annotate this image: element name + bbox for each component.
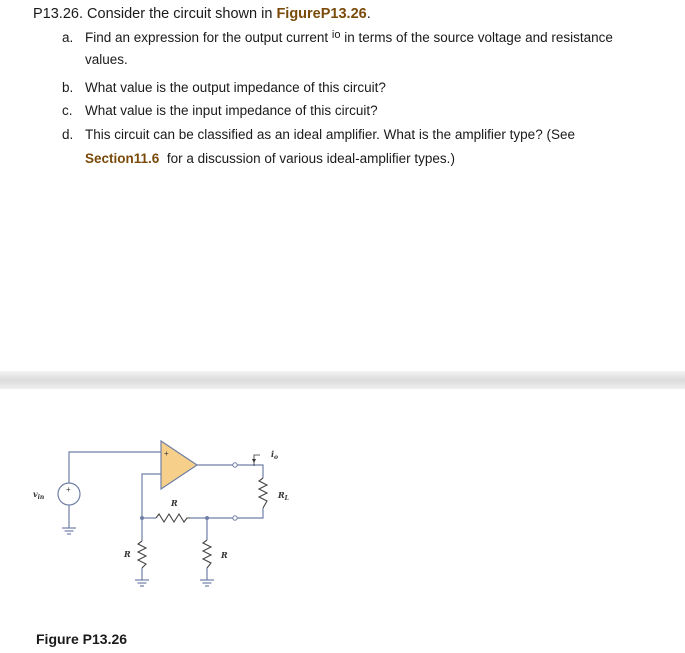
part-d — [62, 127, 575, 142]
r-right-label: R — [221, 550, 228, 560]
resistor-load — [259, 478, 267, 508]
intro-end: . — [366, 6, 371, 22]
io-arrowhead — [252, 459, 256, 463]
part-a-continued: values. — [85, 52, 128, 67]
ground-symbol-source — [62, 528, 76, 534]
problem-intro: Consider the circuit shown in — [87, 6, 273, 22]
node-dot — [140, 516, 144, 520]
part-d-text-after: for a discussion of various ideal-amplifier types.) — [166, 151, 455, 166]
part-a — [62, 30, 613, 45]
section-link[interactable]: Section11.6 — [85, 151, 160, 166]
part-d-text: This circuit can be classified as an ideal amplifier. What is the amplifier type? (See — [85, 127, 575, 142]
problem-number: P13.26. — [33, 6, 83, 22]
part-letter: a. — [62, 30, 74, 45]
figure-caption: Figure P13.26 — [36, 631, 128, 647]
r-left-label: R — [124, 549, 131, 559]
part-letter: b. — [62, 80, 74, 95]
io-label: $i_o$ — [271, 449, 279, 461]
output-terminal — [233, 463, 237, 467]
vin-label: $v_{in}$ — [33, 489, 45, 501]
part-a-text: Find an expression for the output current — [85, 30, 329, 45]
resistor-left — [138, 541, 146, 568]
part-b-text: What value is the output impedance of this circuit? — [85, 80, 386, 95]
part-letter: d. — [62, 127, 74, 142]
source-plus-sign: + — [66, 485, 71, 494]
part-c — [62, 103, 378, 118]
ground-symbol-left — [135, 580, 149, 586]
part-b — [62, 80, 386, 95]
problem-heading — [33, 6, 371, 22]
io-variable: io — [331, 29, 341, 41]
part-d-continued — [85, 151, 455, 166]
part-letter: c. — [62, 103, 73, 118]
resistor-top — [156, 514, 190, 522]
ground-symbol-right — [200, 580, 214, 586]
part-a-text-after: in terms of the source voltage and resistance — [344, 30, 613, 45]
node-dot — [205, 516, 209, 520]
figure-link[interactable]: FigureP13.26 — [276, 6, 367, 22]
part-c-text: What value is the input impedance of this circuit? — [85, 103, 378, 118]
lower-terminal — [233, 516, 237, 520]
rl-label: $R_L$ — [278, 490, 289, 502]
opamp-plus-sign: + — [164, 449, 169, 458]
resistor-right — [203, 540, 211, 568]
section-divider — [0, 371, 685, 389]
circuit-diagram — [0, 400, 685, 630]
r-top-label: R — [171, 498, 178, 508]
